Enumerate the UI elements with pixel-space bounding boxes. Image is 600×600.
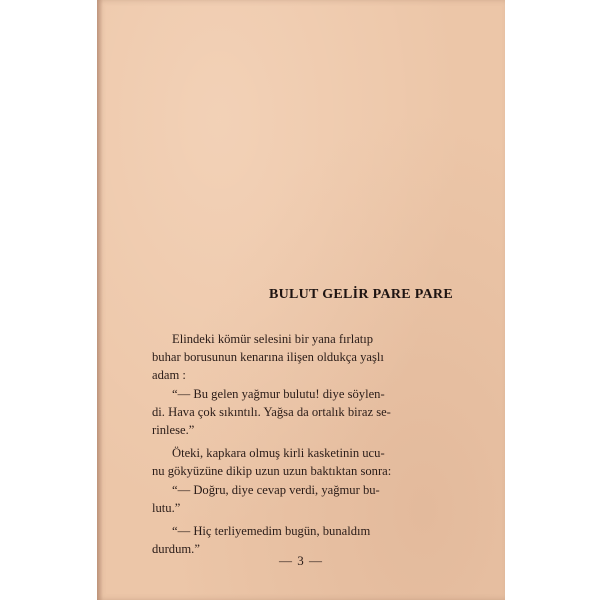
text-line: Öteki, kapkara olmuş kirli kasketinin ucu-: [172, 446, 385, 461]
paragraph-2: [152, 385, 455, 440]
text-line: rinlese.”: [152, 423, 195, 438]
text-line: adam :: [152, 368, 186, 383]
page-spine-shadow: [97, 0, 103, 600]
text-line: Elindeki kömür selesini bir yana fırlatıp: [172, 332, 374, 346]
text-line: “— Doğru, diye cevap verdi, yağmur bu-: [172, 482, 380, 497]
paragraph-4: [152, 481, 455, 517]
page-number: — 3 —: [279, 553, 323, 568]
text-line: lutu.”: [152, 500, 181, 515]
text-line: “— Bu gelen yağmur bulutu! diye söylen-: [172, 386, 385, 401]
body-text: [152, 330, 455, 558]
text-line: nu gökyüzüne dikip uzun uzun baktıktan sonra:: [152, 464, 392, 479]
paragraph-3: [152, 444, 455, 480]
text-line: di. Hava çok sıkıntılı. Yağsa da ortalık biraz se-: [152, 404, 391, 419]
paragraph-1: [152, 330, 455, 385]
text-line: buhar borusunun kenarına ilişen oldukça yaşlı: [152, 350, 384, 365]
book-page: [97, 0, 505, 600]
chapter-title: BULUT GELİR PARE PARE: [268, 287, 453, 302]
text-line: “— Hiç terliyemedim bugün, bunaldım: [172, 524, 371, 539]
text-line: durdum.”: [152, 542, 200, 557]
